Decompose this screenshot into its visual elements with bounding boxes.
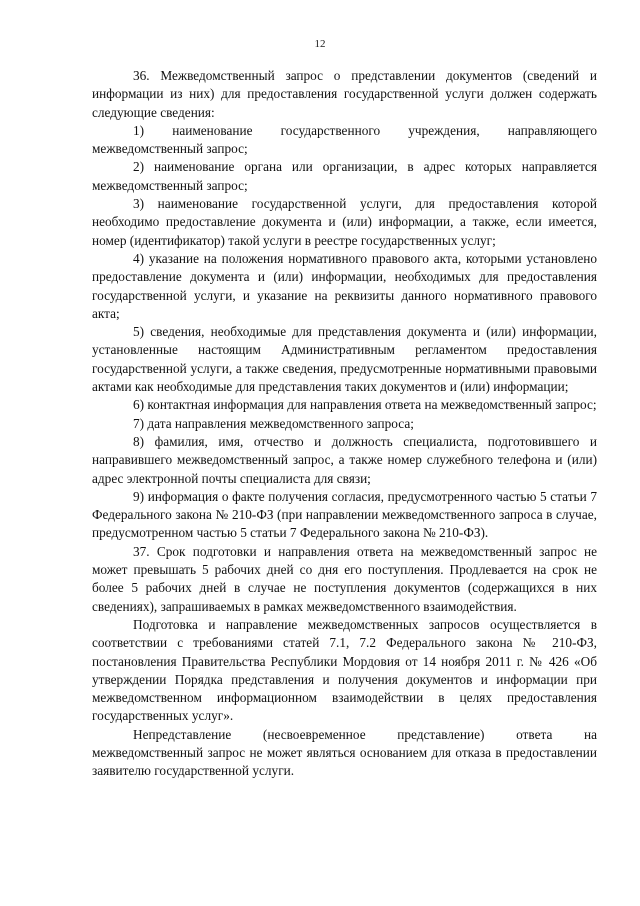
paragraph-item-37: 37. Срок подготовки и направления ответа на межведомственный запрос не может превышать 5 рабочих дней со дня его поступления. Продлевается на срок не более 5 рабочих дней в случае не поступления документов (содержащихся в них сведениях), запрашиваемых в рамках межведомственного взаимодействия. [92,543,597,614]
paragraph-preparation: Подготовка и направление межведомственных запросов осуществляется в соответствии с требованиями статей 7.1, 7.2 Федерального закона № 210-ФЗ, постановления Правительства Республики Мордовия от 14 ноября 2011 г. № 426 «Об утверждении Порядка представления и получения документов и информации при межведомственном информационном взаимодействии в целях предоставления государственных услуг». [92,616,597,724]
list-item-5: 5) сведения, необходимые для представления документа и (или) информации, установленные настоящим Административным регламентом предоставления государственной услуги, а также сведения, предусмотренные нормативными правовыми актами как необходимые для представления таких документов и (или) информации; [92,324,597,395]
list-item-8: 8) фамилия, имя, отчество и должность специалиста, подготовившего и направившего межведомственный запрос, а также номер служебного телефона и (или) адрес электронной почты специалиста для связи; [92,433,597,486]
list-item-7: 7) дата направления межведомственного запроса; [133,415,414,431]
page-number: 12 [314,38,326,50]
list-item-2: 2) наименование органа или организации, в адрес которых направляется межведомственный запрос; [92,159,597,193]
list-item-4: 4) указание на положения нормативного правового акта, которыми установлено предоставление документа и (или) информации, необходимых для предоставления государственной услуги, и указание на реквизиты данного нормативного правового акта; [92,250,597,321]
paragraph-item-36: 36. Межведомственный запрос о представлении документов (сведений и информации из них) для предоставления государственной услуги должен содержать следующие сведения: [92,68,597,120]
list-item-9: 9) информация о факте получения согласия, предусмотренного частью 5 статьи 7 Федерального закона № 210-ФЗ (при направлении межведомственного запроса в случае, предусмотренном частью 5 статьи 7 Федерального закона № 210-ФЗ). [92,488,597,541]
list-item-1: 1) наименование государственного учреждения, направляющего межведомственный запрос; [92,122,597,157]
document-body [92,67,597,781]
paragraph-non-submission: Непредставление (несвоевременное представление) ответа на межведомственный запрос не может являться основанием для отказа в предоставлении заявителю государственной услуги. [92,726,597,779]
list-item-6: 6) контактная информация для направления ответа на межведомственный запрос; [133,397,597,413]
list-item-3: 3) наименование государственной услуги, для предоставления которой необходимо предоставление документа и (или) информации, а также, если имеется, номер (идентификатор) такой услуги в реестре государственных услуг; [92,196,597,248]
